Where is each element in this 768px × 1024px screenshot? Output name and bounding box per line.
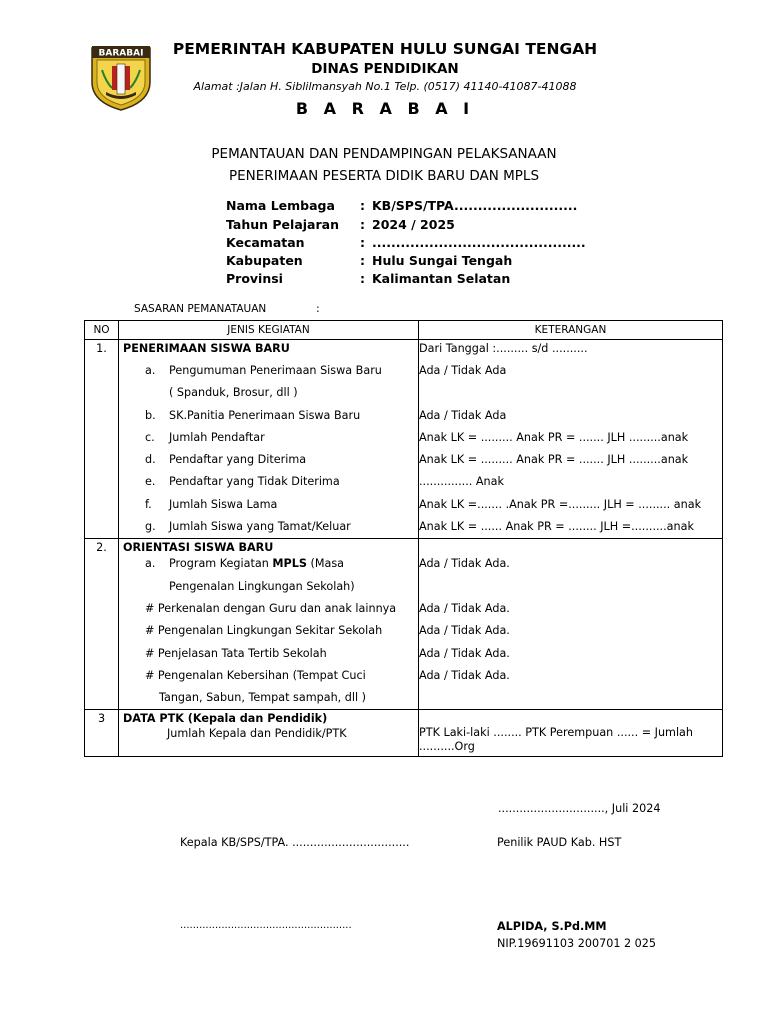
item-text: Pendaftar yang Tidak Diterima (169, 475, 340, 489)
signature-left-name: ...................................................... (180, 920, 352, 931)
item-letter: d. (145, 453, 156, 467)
item-text: Pengenalan Lingkungan Sekolah) (169, 579, 355, 593)
info-value: Kalimantan Selatan (372, 271, 511, 286)
info-value: 2024 / 2025 (372, 217, 455, 232)
column-header-no: NO (85, 321, 119, 340)
item-text: ( Spanduk, Brosur, dll ) (169, 386, 298, 400)
item-letter: a. (145, 557, 156, 571)
info-label: Provinsi (226, 271, 283, 286)
item-letter: b. (145, 408, 156, 422)
ptk-subtitle: Jumlah Kepala dan Pendidik/PTK (167, 727, 347, 741)
table-row-section-2 (85, 539, 723, 710)
jenis-kegiatan-cell (119, 710, 419, 757)
info-colon: : (360, 198, 365, 213)
item-text: Jumlah Siswa yang Tamat/Keluar (169, 520, 351, 534)
row-number: 2. (85, 539, 119, 710)
date-range: Dari Tanggal :......... s/d .......... (419, 342, 588, 355)
list-item (119, 360, 418, 382)
header-city: B A R A B A I (295, 99, 475, 118)
info-value: ............................................. (372, 235, 586, 250)
info-colon: : (360, 271, 365, 286)
item-text: Pengumuman Penerimaan Siswa Baru (169, 364, 382, 377)
keterangan-value: Anak LK =....... .Anak PR =......... JLH = ......... anak (419, 497, 702, 511)
info-colon: : (360, 253, 365, 268)
keterangan-value: Anak LK = ......... Anak PR = ....... JLH .........anak (419, 453, 689, 467)
item-text: Tangan, Sabun, Tempat sampah, dll ) (159, 691, 367, 705)
item-letter: a. (145, 364, 156, 377)
ptk-total: ..........Org (419, 740, 475, 754)
keterangan-value: Ada / Tidak Ada. (419, 668, 510, 682)
list-item (119, 427, 418, 449)
row-number: 1. (85, 340, 119, 539)
list-item (119, 471, 418, 493)
list-item (119, 449, 418, 471)
keterangan-value: Ada / Tidak Ada. (419, 624, 510, 638)
jenis-kegiatan-cell (119, 539, 419, 710)
keterangan-value: ............... Anak (419, 475, 504, 489)
row-number: 3 (85, 710, 119, 757)
item-text: # Pengenalan Kebersihan (Tempat Cuci (145, 668, 366, 682)
section-title: PENERIMAAN SISWA BARU (123, 342, 290, 355)
list-item (119, 516, 418, 538)
keterangan-value: Ada / Tidak Ada. (419, 557, 510, 571)
keterangan-value: Ada / Tidak Ada. (419, 646, 510, 660)
table-header-row (85, 321, 723, 340)
table-row-section-3 (85, 710, 723, 757)
keterangan-cell (419, 539, 723, 710)
section-title: ORIENTASI SISWA BARU (123, 541, 274, 555)
list-item (119, 620, 418, 642)
info-colon: : (360, 235, 365, 250)
keterangan-value (419, 382, 722, 404)
column-header-jenis-kegiatan: JENIS KEGIATAN (119, 321, 419, 340)
item-text: SK.Panitia Penerimaan Siswa Baru (169, 408, 361, 422)
item-letter: c. (145, 430, 155, 444)
info-label: Tahun Pelajaran (226, 217, 339, 232)
item-text: # Perkenalan dengan Guru dan anak lainnya (145, 601, 397, 615)
keterangan-value: Ada / Tidak Ada (419, 364, 507, 377)
item-text: Jumlah Siswa Lama (169, 497, 278, 511)
list-item (119, 553, 418, 575)
section-title: DATA PTK (Kepala dan Pendidik) (123, 712, 328, 726)
keterangan-value: Ada / Tidak Ada. (419, 601, 510, 615)
signature-date: .............................., Juli 2024 (498, 802, 661, 815)
list-item (119, 576, 418, 598)
sasaran-colon: : (316, 302, 320, 315)
info-label: Kabupaten (226, 253, 303, 268)
sasaran-label: SASARAN PEMANATAUAN (134, 303, 267, 315)
keterangan-value: Anak LK = ...... Anak PR = ........ JLH =..........anak (419, 520, 694, 534)
monitoring-table (84, 320, 723, 757)
info-value: KB/SPS/TPA.......................... (372, 198, 578, 213)
list-item (119, 405, 418, 427)
ptk-count: PTK Laki-laki ........ PTK Perempuan ...... = Jumlah (419, 726, 693, 740)
info-value: Hulu Sungai Tengah (372, 253, 513, 268)
header-department: DINAS PENDIDIKAN (311, 61, 459, 77)
svg-text:BARABAI: BARABAI (98, 48, 144, 59)
program-text: Program Kegiatan (169, 557, 273, 571)
item-text (169, 553, 344, 575)
barabai-logo (88, 42, 154, 112)
table-row-section-1 (85, 340, 723, 539)
list-item (119, 382, 418, 404)
column-header-keterangan: KETERANGAN (419, 321, 723, 340)
header-government: PEMERINTAH KABUPATEN HULU SUNGAI TENGAH (172, 40, 598, 58)
item-text: Jumlah Pendaftar (169, 430, 265, 444)
jenis-kegiatan-cell (119, 340, 419, 539)
keterangan-value (419, 687, 722, 709)
document-title-line2: PENERIMAAN PESERTA DIDIK BARU DAN MPLS (228, 168, 540, 184)
keterangan-value: Anak LK = ......... Anak PR = ....... JLH .........anak (419, 430, 689, 444)
program-text-end: (Masa (306, 557, 345, 571)
item-text: # Pengenalan Lingkungan Sekitar Sekolah (145, 624, 383, 638)
item-text: # Penjelasan Tata Tertib Sekolah (145, 646, 327, 660)
info-label: Kecamatan (226, 235, 305, 250)
info-colon: : (360, 217, 365, 232)
keterangan-value: Ada / Tidak Ada (419, 408, 507, 422)
list-item (119, 643, 418, 665)
signature-right-name: ALPIDA, S.Pd.MM (497, 920, 607, 933)
list-item (119, 598, 418, 620)
signature-right-nip: NIP.19691103 200701 2 025 (497, 937, 657, 950)
item-text: Pendaftar yang Diterima (169, 453, 307, 467)
keterangan-cell (419, 340, 723, 539)
list-item (119, 494, 418, 516)
header-address: Alamat :Jalan H. Siblilmansyah No.1 Telp. (0517) 41140-41087-41088 (193, 80, 577, 93)
signature-left-title: Kepala KB/SPS/TPA. ................................. (180, 836, 410, 849)
list-item (119, 687, 418, 709)
item-letter: g. (145, 520, 156, 534)
signature-right-title: Penilik PAUD Kab. HST (497, 836, 622, 849)
keterangan-cell (419, 710, 723, 757)
item-letter: f. (145, 497, 152, 511)
list-item (119, 665, 418, 687)
item-letter: e. (145, 475, 156, 489)
program-mpls: MPLS (272, 557, 307, 571)
info-label: Nama Lembaga (226, 198, 335, 213)
document-title-line1: PEMANTAUAN DAN PENDAMPINGAN PELAKSANAAN (211, 146, 557, 162)
